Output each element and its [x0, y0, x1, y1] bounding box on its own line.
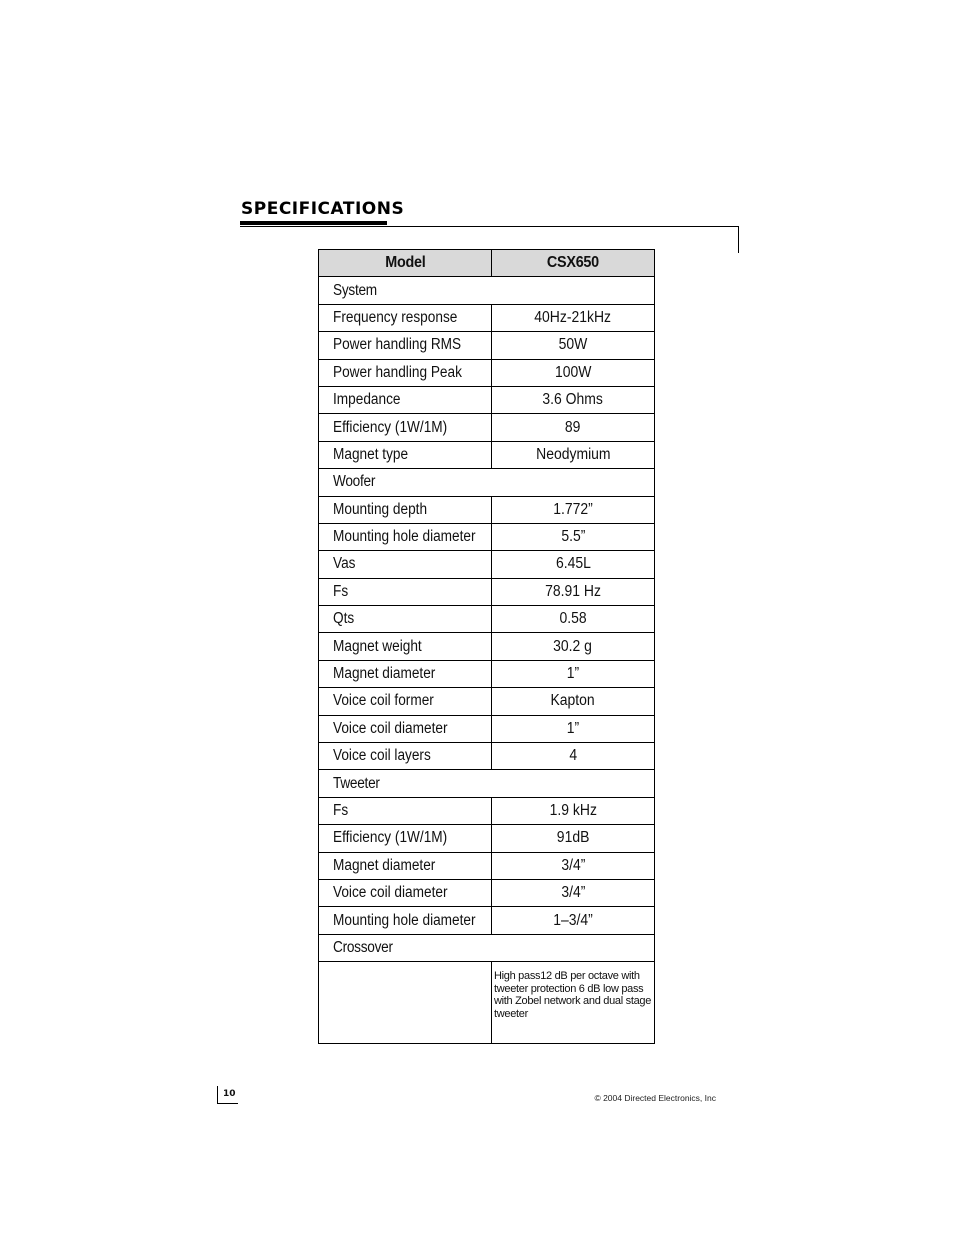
spec-label: Magnet diameter [319, 660, 492, 687]
table-row [319, 797, 655, 824]
spec-value: 3.6 Ohms [492, 386, 655, 413]
spec-value: 4 [492, 743, 655, 770]
spec-value: 5.5” [492, 523, 655, 550]
spec-label: Magnet diameter [319, 852, 492, 879]
spec-label: Qts [319, 606, 492, 633]
section-title: System [319, 277, 655, 304]
table-row [319, 825, 655, 852]
spec-value: 1” [492, 660, 655, 687]
table-row [319, 907, 655, 934]
spec-value: Neodymium [492, 441, 655, 468]
section-row-woofer [319, 469, 655, 496]
table-row [319, 606, 655, 633]
table-row [319, 359, 655, 386]
spec-value: 1.9 kHz [492, 797, 655, 824]
table-row [319, 715, 655, 742]
spec-value: Kapton [492, 688, 655, 715]
spec-label: Mounting hole diameter [319, 907, 492, 934]
spec-value: 1” [492, 715, 655, 742]
spec-value: 89 [492, 414, 655, 441]
section-row-tweeter [319, 770, 655, 797]
spec-value: 91dB [492, 825, 655, 852]
table-row [319, 414, 655, 441]
spec-label: Voice coil diameter [319, 715, 492, 742]
spec-label: Vas [319, 551, 492, 578]
section-row-system [319, 277, 655, 304]
spec-value: 100W [492, 359, 655, 386]
section-title: Woofer [319, 469, 655, 496]
spec-value: 30.2 g [492, 633, 655, 660]
crossover-description: High pass12 dB per octave with tweeter protection 6 dB low pass with Zobel network and dual stage tweeter [492, 962, 655, 1044]
spec-label: Power handling Peak [319, 359, 492, 386]
spec-value: 1–3/4” [492, 907, 655, 934]
spec-value: 78.91 Hz [492, 578, 655, 605]
spec-label: Impedance [319, 386, 492, 413]
spec-value: 1.772” [492, 496, 655, 523]
table-row [319, 332, 655, 359]
section-title: Crossover [319, 934, 655, 961]
table-row [319, 633, 655, 660]
table-row [319, 660, 655, 687]
header-rule [240, 226, 739, 227]
spec-label: Voice coil layers [319, 743, 492, 770]
table-row [319, 743, 655, 770]
table-row [319, 852, 655, 879]
table-row [319, 441, 655, 468]
table-row [319, 523, 655, 550]
table-row [319, 879, 655, 906]
table-row [319, 962, 655, 1044]
spec-label: Frequency response [319, 304, 492, 331]
spec-value: 3/4” [492, 879, 655, 906]
spec-label: Efficiency (1W/1M) [319, 414, 492, 441]
table-header-row [319, 250, 655, 277]
table-row [319, 386, 655, 413]
column-header-csx650: CSX650 [492, 250, 655, 277]
copyright-notice: © 2004 Directed Electronics, Inc [594, 1093, 716, 1103]
spec-label: Voice coil diameter [319, 879, 492, 906]
spec-label: Mounting depth [319, 496, 492, 523]
table-row [319, 551, 655, 578]
table-row [319, 578, 655, 605]
table-row [319, 496, 655, 523]
spec-value: 40Hz-21kHz [492, 304, 655, 331]
spec-value: 6.45L [492, 551, 655, 578]
spec-label: Magnet weight [319, 633, 492, 660]
heading-underline [240, 221, 387, 225]
spec-value: 3/4” [492, 852, 655, 879]
spec-label: Fs [319, 797, 492, 824]
spec-value: 0.58 [492, 606, 655, 633]
page-title: SPECIFICATIONS [241, 199, 405, 219]
spec-label: Magnet type [319, 441, 492, 468]
table-row [319, 304, 655, 331]
section-title: Tweeter [319, 770, 655, 797]
spec-label: Voice coil former [319, 688, 492, 715]
specifications-table [318, 249, 655, 1044]
table-row [319, 688, 655, 715]
header-rule-tick [738, 226, 739, 253]
spec-label: Efficiency (1W/1M) [319, 825, 492, 852]
spec-label: Power handling RMS [319, 332, 492, 359]
spec-label: Fs [319, 578, 492, 605]
page-number: 10 [217, 1086, 238, 1104]
spec-label: Mounting hole diameter [319, 523, 492, 550]
column-header-model: Model [319, 250, 492, 277]
section-row-crossover [319, 934, 655, 961]
spec-label [319, 962, 492, 1044]
spec-value: 50W [492, 332, 655, 359]
